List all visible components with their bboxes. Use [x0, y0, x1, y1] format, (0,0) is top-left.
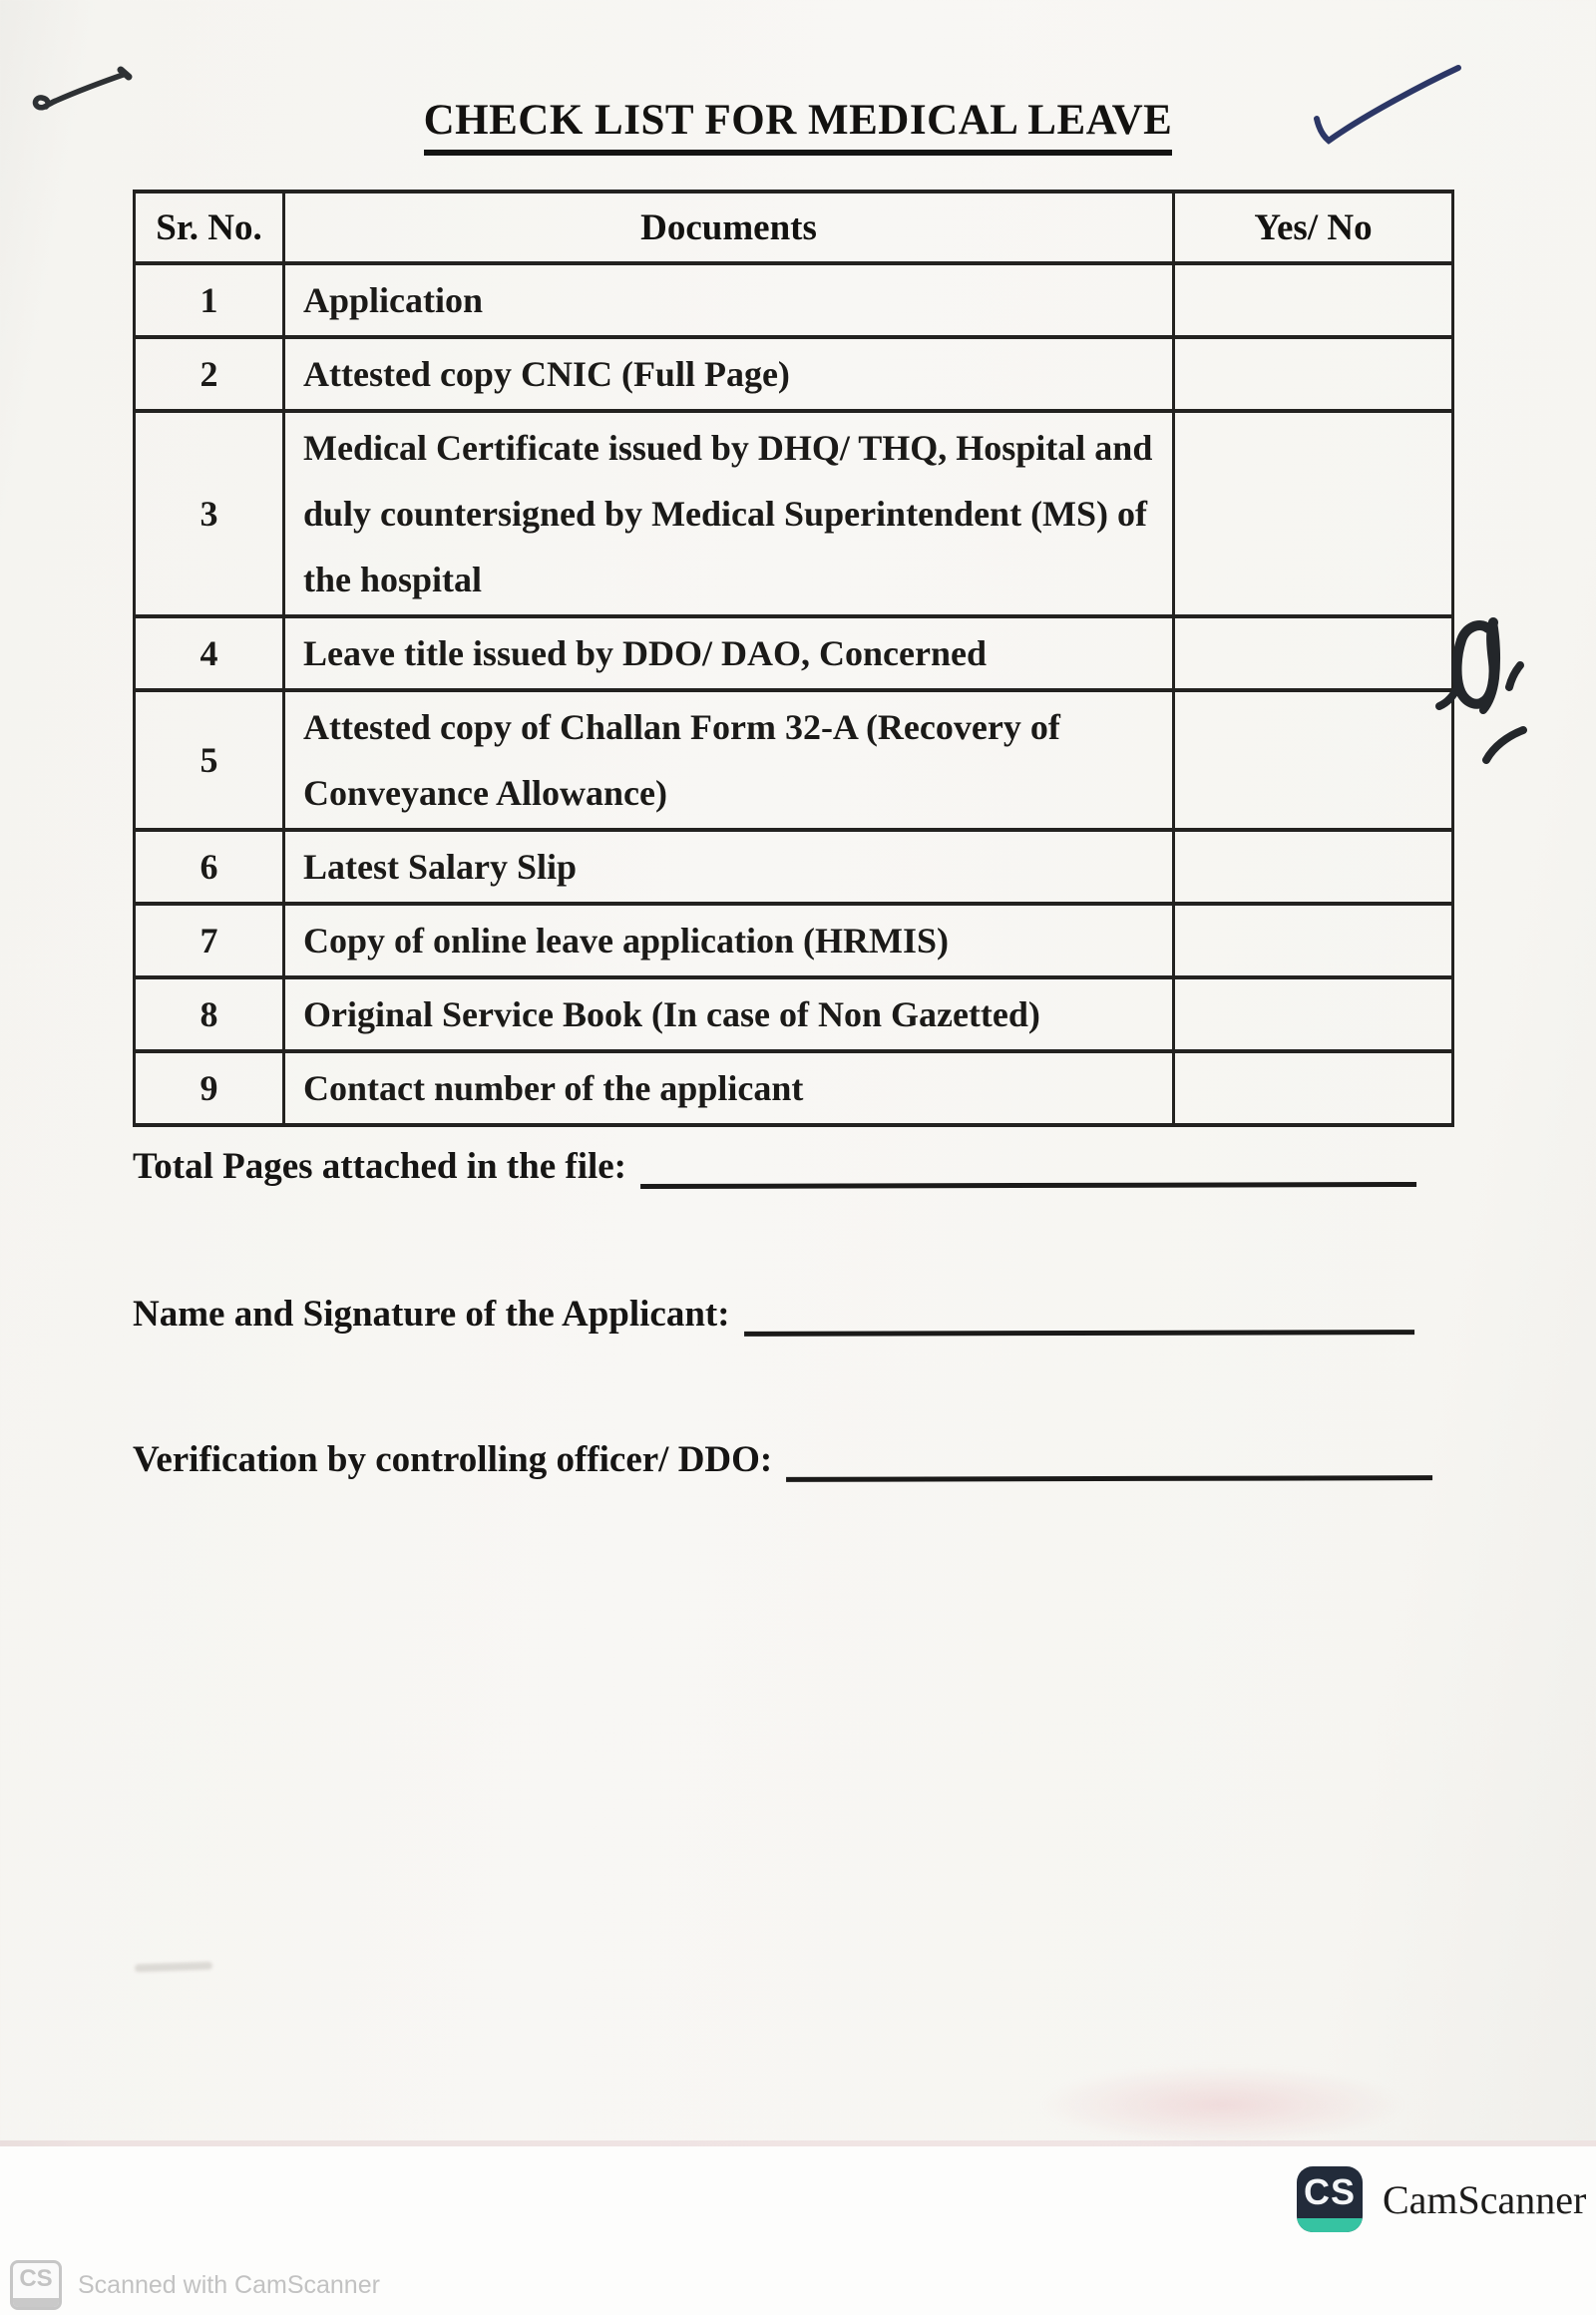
yes-no-cell	[1174, 337, 1453, 411]
sr-no-cell: 8	[135, 977, 284, 1051]
document-name-cell: Medical Certificate issued by DHQ/ THQ, Hospital and duly countersigned by Medical Superintendent (MS) of the hospital	[284, 411, 1174, 616]
field-label-total-pages: Total Pages attached in the file:	[133, 1146, 627, 1187]
sr-no-cell: 7	[135, 904, 284, 977]
column-header-sr-no: Sr. No.	[135, 192, 284, 263]
yes-no-cell	[1174, 616, 1453, 690]
document-name-cell: Latest Salary Slip	[284, 830, 1174, 904]
table-row	[135, 411, 1453, 616]
verification-blank-line	[786, 1431, 1432, 1482]
table-row	[135, 830, 1453, 904]
sr-no-cell: 5	[135, 690, 284, 830]
checklist-table	[133, 190, 1454, 1127]
scan-bleedthrough-artifact	[1037, 2065, 1406, 2144]
table-row	[135, 904, 1453, 977]
document-name-cell: Leave title issued by DDO/ DAO, Concerned	[284, 616, 1174, 690]
yes-no-cell	[1174, 1051, 1453, 1125]
name-signature-blank-line	[743, 1286, 1413, 1337]
document-name-cell: Attested copy of Challan Form 32-A (Recovery of Conveyance Allowance)	[284, 690, 1174, 830]
yes-no-cell	[1174, 977, 1453, 1051]
camscanner-logo	[1297, 2166, 1586, 2232]
total-pages-blank-line	[640, 1138, 1416, 1189]
sr-no-cell: 6	[135, 830, 284, 904]
table-header-row	[135, 192, 1453, 263]
column-header-yes-no: Yes/ No	[1174, 192, 1453, 263]
table-row	[135, 690, 1453, 830]
field-label-name-signature: Name and Signature of the Applicant:	[133, 1294, 730, 1335]
scanned-with-text: Scanned with CamScanner	[78, 2270, 380, 2299]
scanned-badge-accent	[13, 2298, 59, 2307]
page-title: CHECK LIST FOR MEDICAL LEAVE	[0, 96, 1596, 156]
scanned-badge-icon: CS	[10, 2260, 62, 2310]
camscanner-badge-accent	[1297, 2218, 1363, 2232]
yes-no-cell	[1174, 904, 1453, 977]
table-row	[135, 977, 1453, 1051]
camscanner-brand-name: CamScanner	[1383, 2176, 1587, 2222]
sr-no-cell: 9	[135, 1051, 284, 1125]
yes-no-cell	[1174, 263, 1453, 337]
field-name-signature	[133, 1287, 1414, 1336]
document-name-cell: Application	[284, 263, 1174, 337]
yes-no-cell	[1174, 690, 1453, 830]
camscanner-badge-icon: CS	[1297, 2166, 1363, 2232]
field-verification	[133, 1432, 1432, 1481]
scanned-with-note	[10, 2260, 380, 2310]
sr-no-cell: 1	[135, 263, 284, 337]
table-row	[135, 263, 1453, 337]
yes-no-cell	[1174, 411, 1453, 616]
column-header-documents: Documents	[284, 192, 1174, 263]
table-row	[135, 616, 1453, 690]
table-row	[135, 1051, 1453, 1125]
document-name-cell: Copy of online leave application (HRMIS)	[284, 904, 1174, 977]
field-total-pages	[133, 1139, 1416, 1188]
field-label-verification: Verification by controlling officer/ DDO:	[133, 1439, 773, 1480]
sr-no-cell: 2	[135, 337, 284, 411]
document-name-cell: Original Service Book (In case of Non Gazetted)	[284, 977, 1174, 1051]
sr-no-cell: 4	[135, 616, 284, 690]
document-name-cell: Contact number of the applicant	[284, 1051, 1174, 1125]
table-row	[135, 337, 1453, 411]
yes-no-cell	[1174, 830, 1453, 904]
sr-no-cell: 3	[135, 411, 284, 616]
document-name-cell: Attested copy CNIC (Full Page)	[284, 337, 1174, 411]
